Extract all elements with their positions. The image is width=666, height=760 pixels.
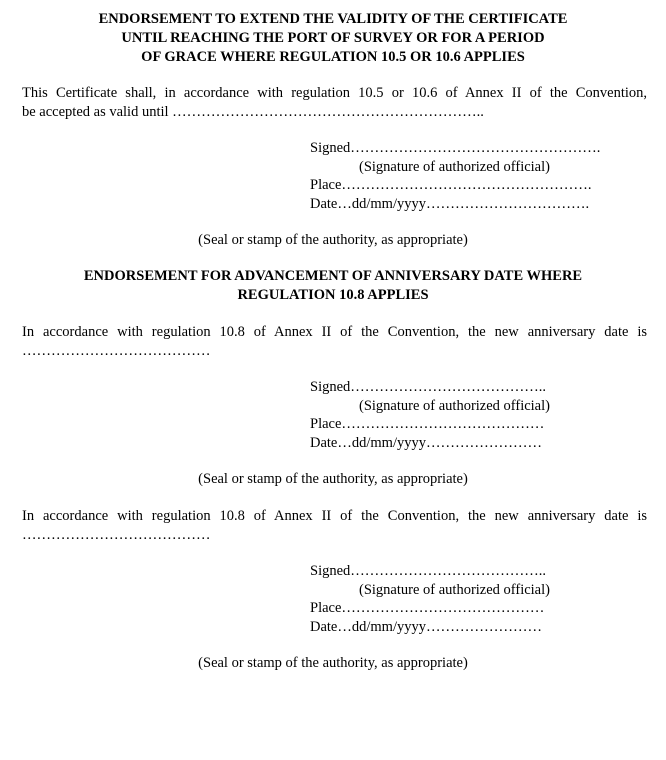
date-field: Date…dd/mm/yyyy……………………………. <box>310 195 590 212</box>
section2-heading-line-2: REGULATION 10.8 APPLIES <box>237 287 429 303</box>
signature-caption: (Signature of authorized official) <box>359 397 550 414</box>
section2-block1-seal-note: (Seal or stamp of the authority, as appropriate) <box>198 471 468 487</box>
section1-heading-line-3: OF GRACE WHERE REGULATION 10.5 OR 10.6 APPLIES <box>141 49 525 65</box>
section2-block2-seal-note: (Seal or stamp of the authority, as appropriate) <box>198 655 468 671</box>
section1-signature-block <box>310 139 650 213</box>
date-field: Date…dd/mm/yyyy…………………… <box>310 618 542 635</box>
signature-caption: (Signature of authorized official) <box>359 581 550 598</box>
section2-block1-signature-block <box>310 378 650 452</box>
signed-field: Signed………………………………….. <box>310 563 547 579</box>
section1-heading-line-1: ENDORSEMENT TO EXTEND THE VALIDITY OF THE CERTIFICATE <box>98 11 568 27</box>
section2-block1-paragraph <box>22 323 647 360</box>
section2-block1-paragraph-line-2: ………………………………… <box>22 342 211 359</box>
section1-heading <box>0 10 666 67</box>
signed-field: Signed……………………………………………. <box>310 140 601 156</box>
section2-block2-paragraph <box>22 507 647 544</box>
place-field: Place…………………………………… <box>310 416 545 432</box>
section2-block2-signature-block <box>310 562 650 636</box>
signature-caption: (Signature of authorized official) <box>359 158 550 175</box>
signed-field: Signed………………………………….. <box>310 379 547 395</box>
place-field: Place…………………………………… <box>310 600 545 616</box>
section2-heading-line-1: ENDORSEMENT FOR ADVANCEMENT OF ANNIVERSARY DATE WHERE <box>83 268 583 284</box>
section1-heading-line-2: UNTIL REACHING THE PORT OF SURVEY OR FOR A PERIOD <box>121 30 545 46</box>
section2-block2-paragraph-line-2: ………………………………… <box>22 526 211 543</box>
section1-paragraph <box>22 84 647 121</box>
section2-heading <box>0 267 666 305</box>
section1-paragraph-line-1: This Certificate shall, in accordance with regulation 10.5 or 10.6 of Annex II of the Convention, <box>22 85 647 101</box>
section2-block2-paragraph-line-1: In accordance with regulation 10.8 of Annex II of the Convention, the new anniversary date is <box>22 508 647 524</box>
section1-paragraph-line-2: be accepted as valid until ……………………………………………………….. <box>22 103 484 120</box>
section1-seal-note: (Seal or stamp of the authority, as appropriate) <box>198 232 468 248</box>
section2-block1-paragraph-line-1: In accordance with regulation 10.8 of Annex II of the Convention, the new anniversary date is <box>22 324 647 340</box>
date-field: Date…dd/mm/yyyy…………………… <box>310 434 542 451</box>
place-field: Place……………………………………………. <box>310 177 592 193</box>
